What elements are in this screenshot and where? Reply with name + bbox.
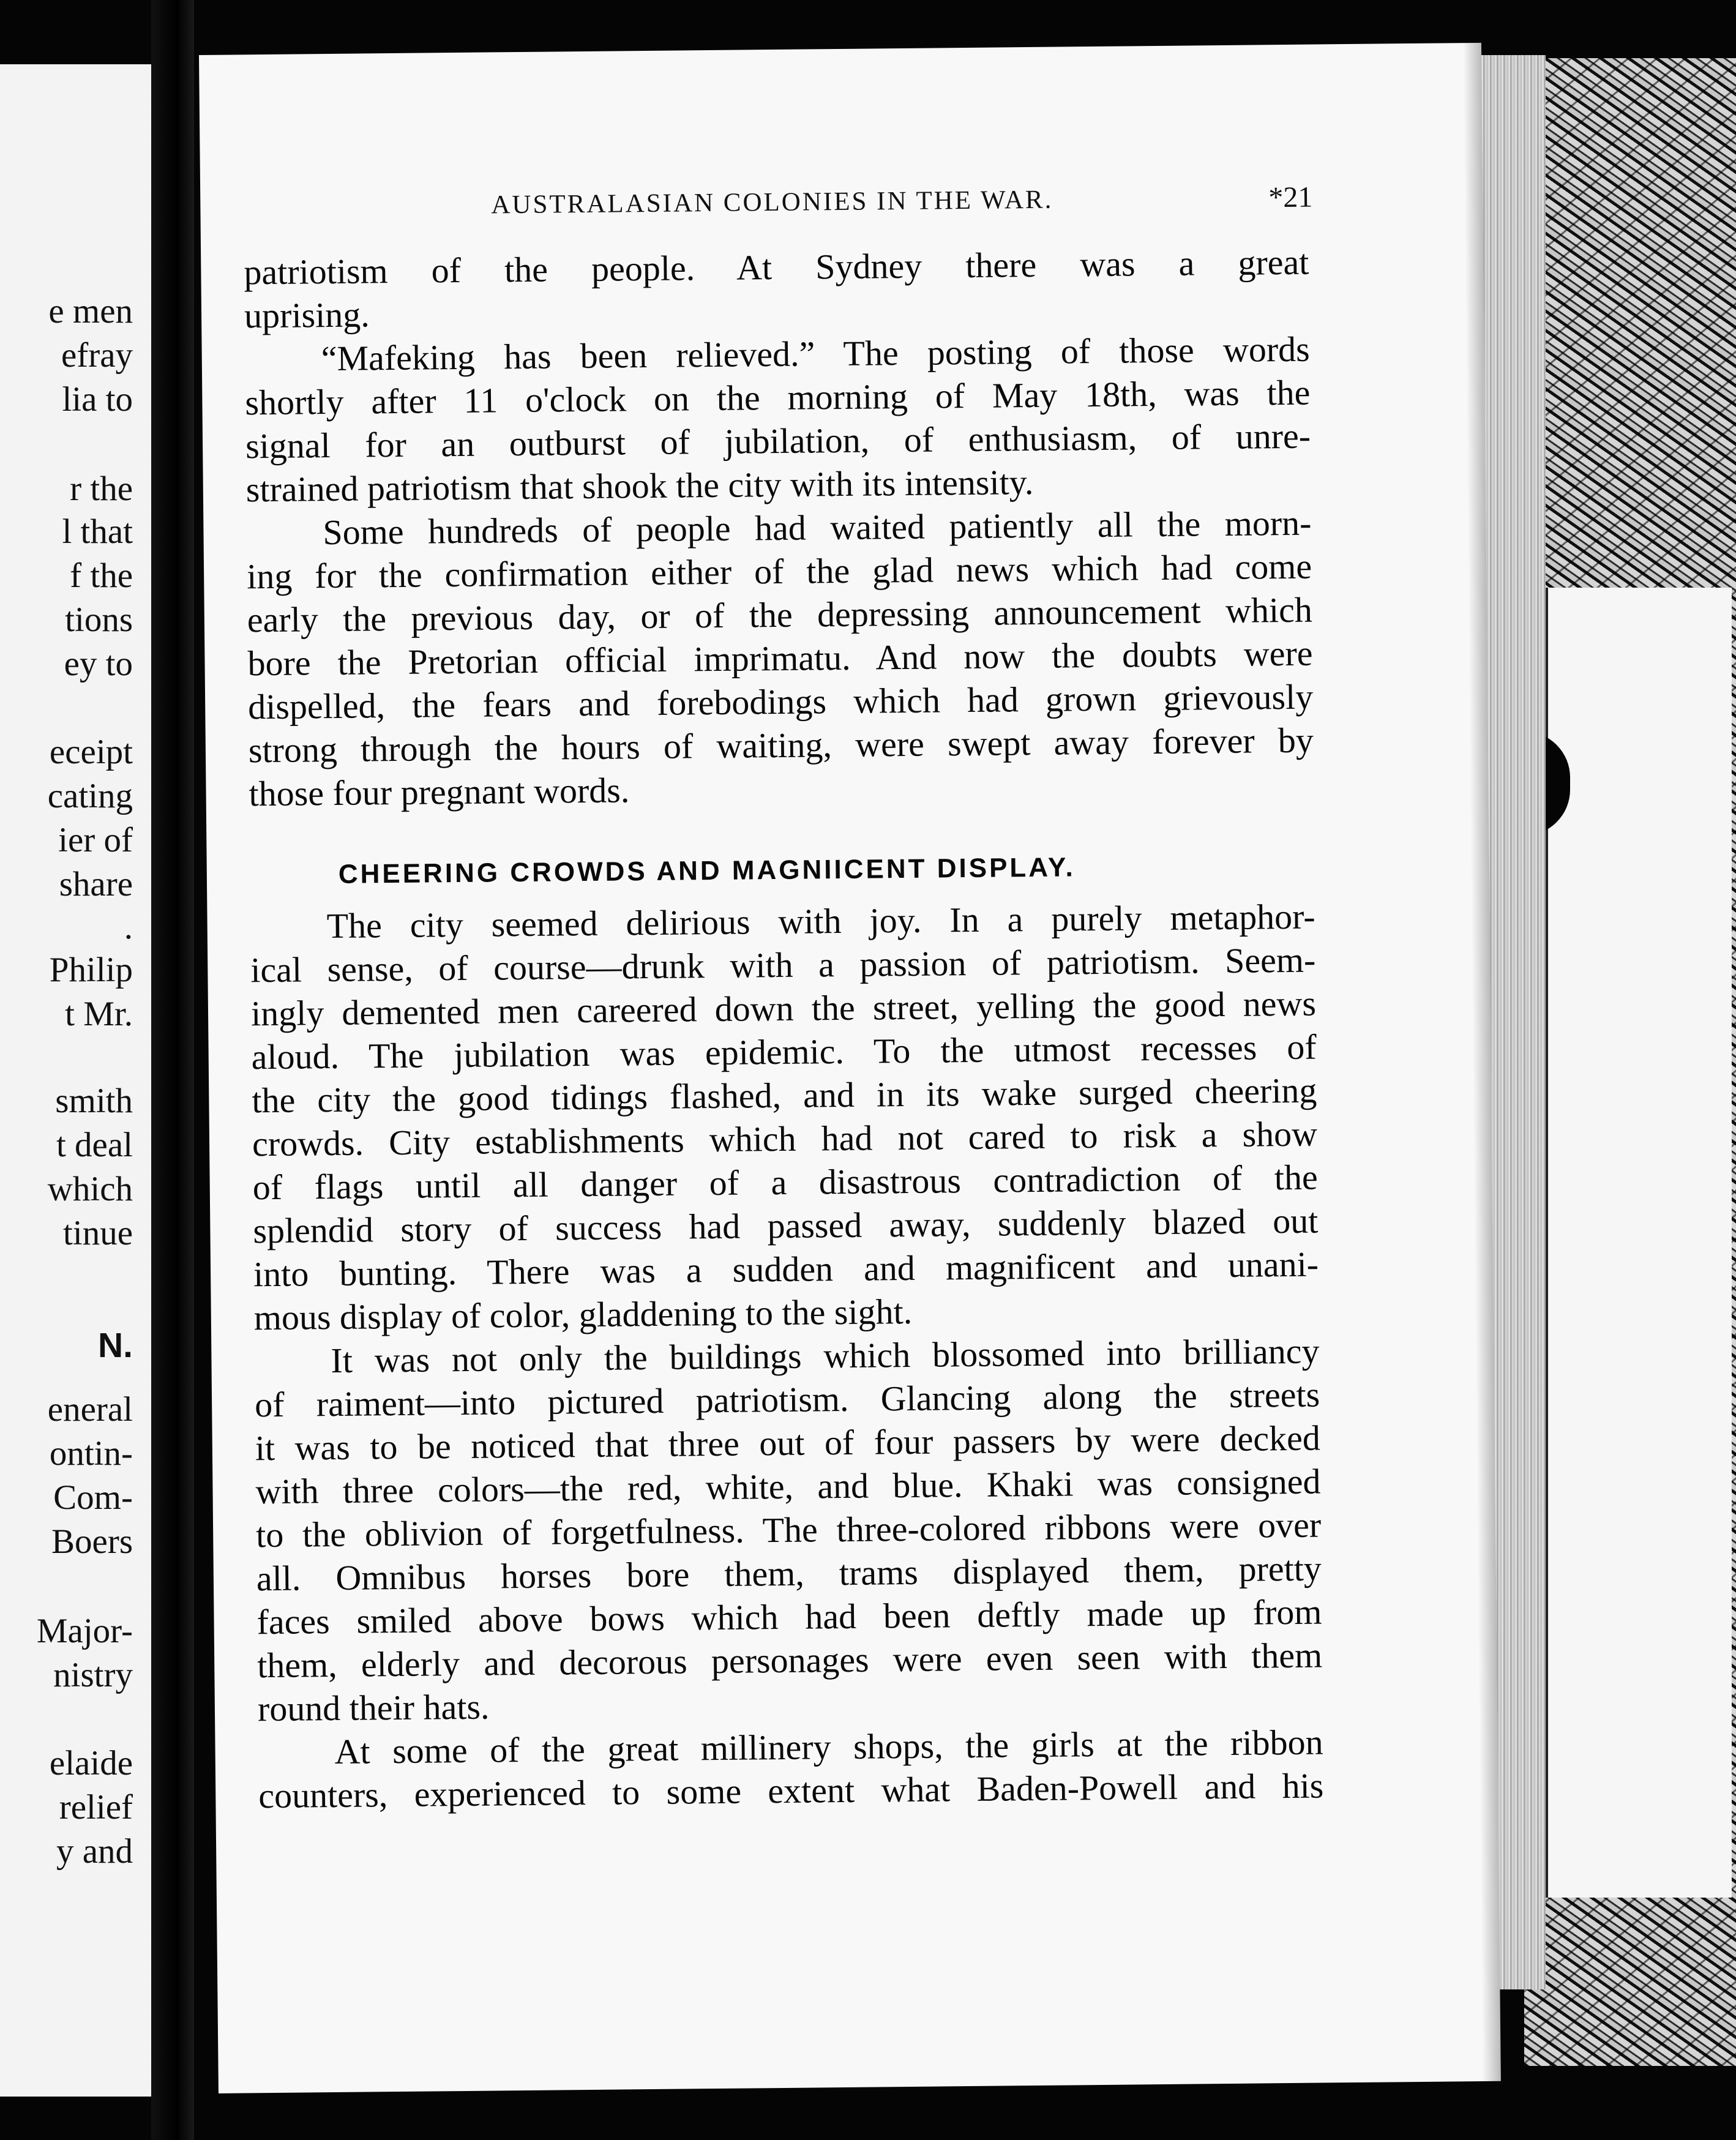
left-page-line: nistry — [53, 1656, 133, 1694]
left-page-line: smith — [55, 1082, 133, 1120]
left-page-line: which — [47, 1170, 133, 1208]
section-heading: CHEERING CROWDS AND MAGNIICENT DISPLAY. — [338, 852, 1076, 889]
book-page — [199, 43, 1501, 2093]
left-page-line: eneral — [47, 1390, 133, 1429]
text-line: At some of the great millinery shops, the girls at the ribbon — [334, 1722, 1323, 1771]
text-line: early the previous day, or of the depressing announcement which — [247, 589, 1313, 640]
text-line: patriotism of the people. At Sydney there was a great — [244, 242, 1309, 293]
book-gutter — [151, 0, 194, 2140]
left-page-line: share — [59, 865, 133, 904]
left-page-line: Major- — [36, 1612, 133, 1650]
left-page-line: ey to — [64, 645, 133, 683]
text-line: those four pregnant words. — [249, 770, 630, 814]
left-page-line: y and — [56, 1832, 133, 1871]
text-line: crowds. City establishments which had not cared to risk a show — [252, 1113, 1318, 1164]
text-line: It was not only the buildings which blossomed into brilliancy — [331, 1331, 1320, 1381]
paragraph-4 — [250, 895, 1319, 1340]
text-line: ical sense, of course—drunk with a passion of patriotism. Seem- — [250, 940, 1316, 990]
left-page-line: t Mr. — [65, 995, 133, 1033]
left-page-line: Philip — [49, 951, 133, 989]
left-page-line: e men — [48, 292, 133, 331]
left-page-line: eceipt — [49, 733, 133, 771]
text-line: of flags until all danger of a disastrous contradiction of the — [252, 1157, 1318, 1208]
text-line: mous display of color, gladdening to the sight. — [253, 1291, 913, 1338]
text-line: faces smiled above bows which had been deftly made up from — [256, 1592, 1322, 1642]
text-line: shortly after 11 o'clock on the morning of May 18th, was the — [245, 372, 1311, 423]
text-line: Some hundreds of people had waited patiently all the morn- — [323, 503, 1312, 553]
text-line: splendid story of success had passed away, suddenly blazed out — [253, 1200, 1319, 1251]
left-page-line: t deal — [56, 1126, 133, 1164]
left-page-line: tions — [65, 600, 133, 639]
text-line: round their hats. — [257, 1686, 490, 1729]
left-page-line: . — [124, 908, 133, 946]
paragraph-5 — [254, 1330, 1323, 1731]
left-page-line: Boers — [51, 1522, 133, 1561]
text-line: to the oblivion of forgetfulness. The three-colored ribbons were over — [255, 1505, 1322, 1555]
text-line: strong through the hours of waiting, were swept away forever by — [248, 720, 1314, 771]
left-page-line: l that — [62, 512, 133, 551]
text-line: of raiment—into pictured patriotism. Glancing along the streets — [254, 1374, 1320, 1425]
text-line: The city seemed delirious with joy. In a purely metaphor- — [326, 896, 1315, 946]
text-line: them, elderly and decorous personages were even seen with them — [256, 1635, 1323, 1686]
left-page-line: tinue — [63, 1214, 133, 1252]
page-number: *21 — [1268, 181, 1313, 214]
left-page-line: ier of — [58, 821, 133, 859]
text-line: uprising. — [244, 294, 370, 336]
text-line: with three colors—the red, white, and blue. Khaki was consigned — [255, 1461, 1321, 1512]
left-page-line: f the — [70, 556, 133, 595]
left-page-line: ontin- — [49, 1434, 133, 1473]
text-line: “Mafeking has been relieved.” The posting of those words — [321, 329, 1311, 379]
running-head: AUSTRALASIAN COLONIES IN THE WAR. — [491, 185, 1053, 220]
paragraph-3 — [246, 501, 1314, 816]
text-line: into bunting. There was a sudden and magnificent and unani- — [253, 1244, 1319, 1295]
text-line: aloud. The jubilation was epidemic. To the utmost recesses of — [251, 1027, 1317, 1077]
text-line: all. Omnibus horses bore them, trams displayed them, pretty — [256, 1548, 1322, 1599]
paragraph-2 — [244, 327, 1311, 512]
body-text — [244, 241, 1323, 1818]
left-page-line: relief — [59, 1788, 133, 1827]
text-line: it was to be noticed that three out of four passers by were decked — [255, 1418, 1321, 1468]
text-line: counters, experienced to some extent what Baden-Powell and his — [258, 1765, 1324, 1816]
left-page-line: r the — [70, 470, 133, 508]
left-page-line: cating — [47, 777, 133, 815]
left-page-line: N. — [98, 1326, 133, 1365]
left-page-line: Com- — [53, 1478, 133, 1517]
paper-flap — [1546, 588, 1732, 1898]
text-line: dispelled, the fears and forebodings which had grown grievously — [247, 676, 1314, 727]
text-line: signal for an outburst of jubilation, of enthusiasm, of unre- — [245, 416, 1311, 466]
text-line: ing for the confirmation either of the glad news which had come — [246, 546, 1312, 597]
left-page-line: elaide — [49, 1744, 133, 1783]
text-line: the city the good tidings flashed, and in its wake surged cheering — [252, 1070, 1317, 1121]
paragraph-1 — [244, 241, 1309, 338]
left-page-line: lia to — [62, 380, 133, 419]
text-line: ingly demented men careered down the street, yelling the good news — [250, 983, 1317, 1034]
text-line: strained patriotism that shook the city with its intensity. — [245, 462, 1034, 510]
left-page-line: efray — [61, 336, 133, 375]
paragraph-6 — [258, 1720, 1323, 1817]
text-line: bore the Pretorian official imprimatu. And now the doubts were — [247, 633, 1313, 684]
